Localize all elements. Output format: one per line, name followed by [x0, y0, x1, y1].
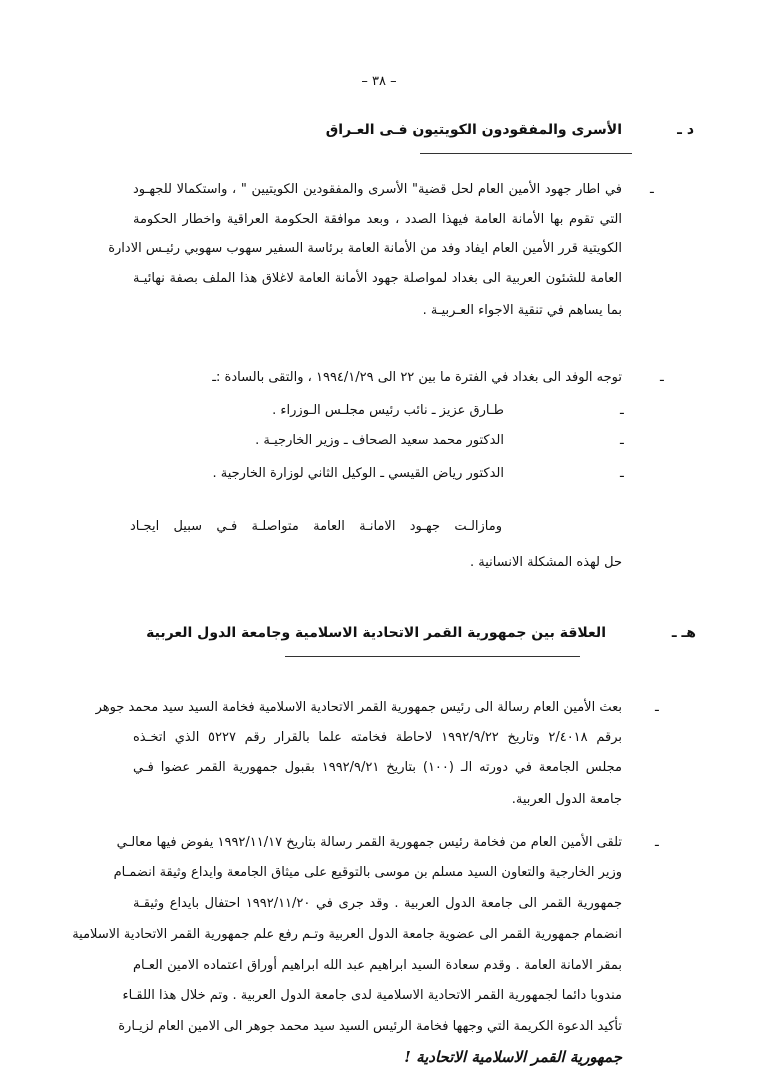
section-d-title: الأسرى والمفقودون الكويتيون فـى العـراق — [325, 122, 622, 138]
para5-line: تلقى الأمين العام من فخامة رئيس جمهورية القمر رسالة بتاريخ ١٩٩٢/١١/١٧ يفوض فيها معالـي — [116, 835, 622, 850]
person-marker: ـ — [620, 433, 624, 448]
para3-line: ومازالـت جهـود الامانـة العامة متواصلـة فـي سبيل ايجـاد — [130, 519, 502, 534]
section-h-underline — [285, 656, 580, 657]
handwritten-footer: جمهورية القمر الاسلامية الاتحادية ! — [404, 1048, 622, 1066]
section-d-marker: د ـ — [677, 122, 694, 138]
para2-marker: ـ — [660, 370, 664, 385]
para4-line: جامعة الدول العربية. — [511, 792, 622, 807]
person-item: الدكتور رياض القيسي ـ الوكيل الثاني لوزارة الخارجية . — [212, 466, 504, 481]
para5-line: وزير الخارجية والتعاون السيد مسلم بن موسى بالتوقيع على ميثاق الجامعة وايداع وثيقة انضمـام — [113, 865, 622, 880]
person-marker: ـ — [620, 466, 624, 481]
para1-line: العامة للشئون العربية الى بغداد لمواصلة جهود الأمانة العامة لاغلاق هذا الملف بصفة نهائيـة — [133, 271, 622, 286]
para5-line: مندوبا دائما لجمهورية القمر الاتحادية الاسلامية لدى جامعة الدول العربية . وتم خلال هذا اللقـاء — [122, 988, 622, 1003]
para5-line: انضمام جمهورية القمر الى عضوية جامعة الدول العربية وتـم رفع علم جمهورية القمر الاتحادية الاسلامية — [72, 927, 622, 942]
person-marker: ـ — [620, 403, 624, 418]
person-item: طـارق عزيز ـ نائب رئيس مجلـس الـوزراء . — [272, 403, 504, 418]
para1-line: بما يساهم في تنقية الاجواء العـربيـة . — [422, 303, 622, 318]
section-h-title: العلاقة بين جمهورية القمر الاتحادية الاسلامية وجامعة الدول العربية — [146, 625, 606, 641]
para3-line: حل لهذه المشكلة الانسانية . — [470, 555, 622, 570]
para5-line: بمقر الامانة العامة . وقدم سعادة السيد ابراهيم عبد الله ابراهيم أوراق اعتماده الامين العـام — [133, 958, 622, 973]
person-item: الدكتور محمد سعيد الصحاف ـ وزير الخارجيـة . — [255, 433, 504, 448]
section-h-marker: هـ ـ — [671, 625, 696, 641]
para2-text: توجه الوفد الى بغداد في الفترة ما بين ٢٢ الى ١٩٩٤/١/٢٩ ، والتقى بالسادة :ـ — [212, 370, 622, 385]
para5-line: تأكيد الدعوة الكريمة التي وجهها فخامة الرئيس السيد سيد محمد جوهر الى الامين العام لزيـارة — [118, 1019, 622, 1034]
para1-line: الكويتية قرر الأمين العام ايفاد وفد من الأمانة العامة برئاسة السفير سهوب سهوبي رئيـس الادارة — [108, 241, 622, 256]
para4-marker: ـ — [655, 700, 659, 715]
para1-marker: ـ — [650, 182, 654, 197]
section-d-underline — [420, 153, 632, 154]
page-number: – ٣٨ – — [361, 74, 397, 89]
para1-line: في اطار جهود الأمين العام لحل قضية" الأسرى والمفقودين الكويتيين " ، واستكمالا للجهـود — [133, 182, 622, 197]
para5-line: جمهورية القمر الى جامعة الدول العربية . وقد جرى في ١٩٩٢/١١/٢٠ احتفال بايداع وثيقـة — [133, 896, 622, 911]
para1-line: التي تقوم بها الأمانة العامة فيهذا الصدد ، وبعد موافقة الحكومة العراقية واخطار الحكومة — [133, 212, 622, 227]
para4-line: مجلس الجامعة في دورته الـ (١٠٠) بتاريخ ١٩٩٢/٩/٢١ بقبول جمهورية القمر عضوا فـي — [133, 760, 622, 775]
para5-marker: ـ — [655, 835, 659, 850]
para4-line: برقم ٢/٤٠١٨ وتاريخ ١٩٩٢/٩/٢٢ لاحاطة فخامته علما بالقرار رقم ٥٢٢٧ الذي اتخـذه — [133, 730, 622, 745]
para4-line: بعث الأمين العام رسالة الى رئيس جمهورية القمر الاتحادية الاسلامية فخامة السيد سيد محمد جوهر — [95, 700, 622, 715]
